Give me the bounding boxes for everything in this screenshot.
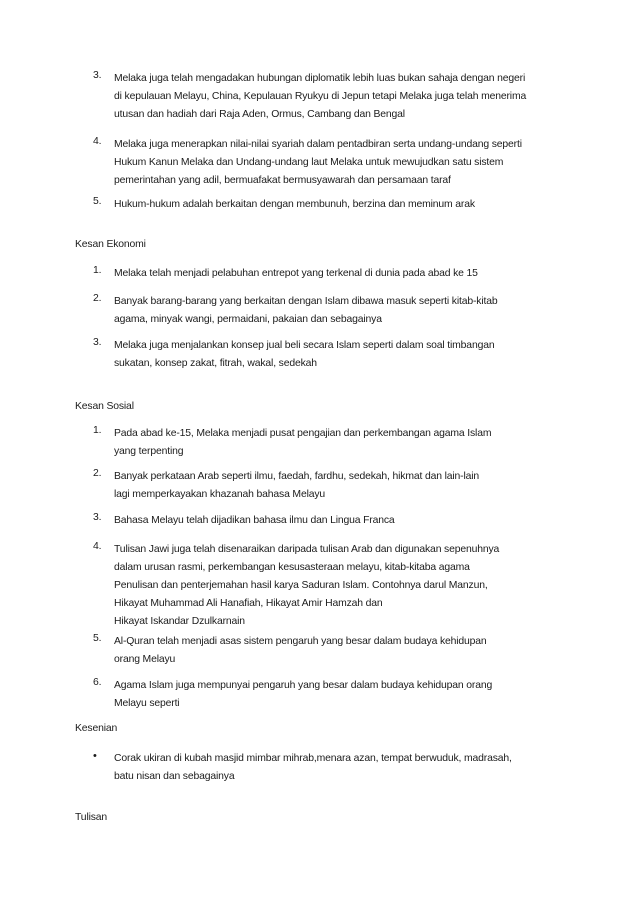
text-line: Bahasa Melayu telah dijadikan bahasa ilmu dan Lingua Franca [114,515,395,526]
list-text [114,677,574,713]
text-line: Hukum-hukum adalah berkaitan dengan membunuh, berzina dan meminum arak [114,199,475,210]
list-text [114,512,574,530]
text-line: Hikayat Muhammad Ali Hanafiah, Hikayat Amir Hamzah dan [114,598,383,609]
list-text [114,468,574,504]
text-line: Corak ukiran di kubah masjid mimbar mihrab,menara azan, tempat berwuduk, madrasah, [114,753,512,764]
text-line: Hikayat Iskandar Dzulkarnain [114,616,245,627]
text-line: pemerintahan yang adil, bermuafakat bermusyawarah dan persamaan taraf [114,175,451,186]
list-text [114,541,574,631]
section-heading-sosial: Kesan Sosial [75,401,134,412]
list-number: 6. [93,677,102,688]
list-number: 4. [93,541,102,552]
list-text [114,293,574,329]
section-heading-tulisan: Tulisan [75,812,108,823]
list-text [114,425,574,461]
list-text [114,136,574,190]
text-line: Banyak perkataan Arab seperti ilmu, faedah, fardhu, sedekah, hikmat dan lain-lain [114,471,480,482]
text-line: Penulisan dan penterjemahan hasil karya Saduran Islam. Contohnya darul Manzun, [114,580,488,591]
text-line: Melayu seperti [114,698,180,709]
list-number: 3. [93,512,102,523]
text-line: Melaka juga menerapkan nilai-nilai syariah dalam pentadbiran serta undang-undang seperti [114,139,522,150]
list-text [114,750,574,786]
list-number: 1. [93,265,102,276]
list-number: 2. [93,293,102,304]
text-line: Banyak barang-barang yang berkaitan dengan Islam dibawa masuk seperti kitab-kitab [114,296,498,307]
list-number: 5. [93,633,102,644]
list-text [114,265,574,283]
text-line: Pada abad ke-15, Melaka menjadi pusat pengajian dan perkembangan agama Islam [114,428,492,439]
list-number: 5. [93,196,102,207]
list-number: 3. [93,70,102,81]
text-line: yang terpenting [114,446,184,457]
text-line: batu nisan dan sebagainya [114,771,235,782]
text-line: Al-Quran telah menjadi asas sistem pengaruh yang besar dalam budaya kehidupan [114,636,487,647]
text-line: di kepulauan Melayu, China, Kepulauan Ryukyu di Jepun tetapi Melaka juga telah menerima [114,91,527,102]
list-text [114,196,574,214]
list-number: 3. [93,337,102,348]
list-number: 4. [93,136,102,147]
text-line: Hukum Kanun Melaka dan Undang-undang laut Melaka untuk mewujudkan satu sistem [114,157,504,168]
text-line: dalam urusan rasmi, perkembangan kesusasteraan melayu, kitab-kitaba agama [114,562,470,573]
text-line: sukatan, konsep zakat, fitrah, wakal, sedekah [114,358,317,369]
text-line: Melaka juga menjalankan konsep jual beli secara Islam seperti dalam soal timbangan [114,340,495,351]
list-number: 1. [93,425,102,436]
text-line: orang Melayu [114,654,176,665]
text-line: Melaka juga telah mengadakan hubungan diplomatik lebih luas bukan sahaja dengan negeri [114,73,526,84]
text-line: Melaka telah menjadi pelabuhan entrepot yang terkenal di dunia pada abad ke 15 [114,268,478,279]
text-line: utusan dan hadiah dari Raja Aden, Ormus, Cambang dan Bengal [114,109,405,120]
list-text [114,633,574,669]
list-text [114,337,574,373]
text-line: Agama Islam juga mempunyai pengaruh yang besar dalam budaya kehidupan orang [114,680,493,691]
section-heading-kesenian: Kesenian [75,723,118,734]
list-number: 2. [93,468,102,479]
bullet-icon: • [93,750,97,762]
text-line: agama, minyak wangi, permaidani, pakaian dan sebagainya [114,314,382,325]
list-text [114,70,574,124]
text-line: lagi memperkayakan khazanah bahasa Melayu [114,489,326,500]
text-line: Tulisan Jawi juga telah disenaraikan daripada tulisan Arab dan digunakan sepenuhnya [114,544,500,555]
section-heading-ekonomi: Kesan Ekonomi [75,239,146,250]
